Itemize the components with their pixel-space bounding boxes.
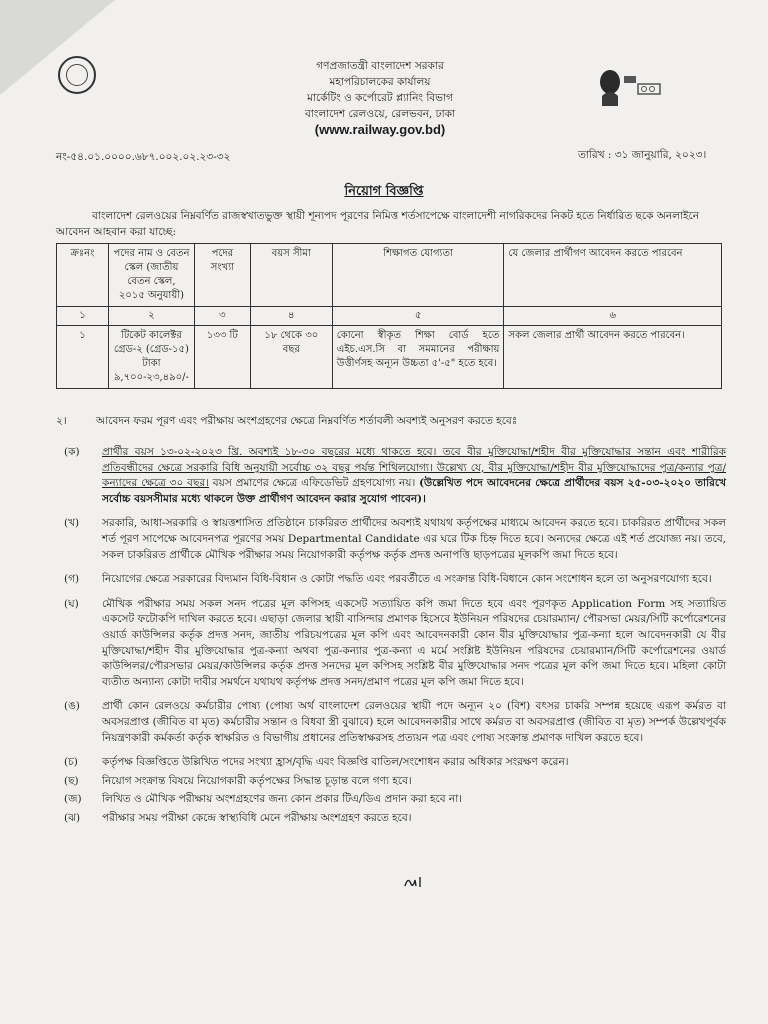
condition-label: (গ) bbox=[64, 573, 80, 586]
column-number: ৫ bbox=[332, 307, 504, 326]
condition-item bbox=[56, 516, 726, 563]
condition-item bbox=[56, 811, 726, 827]
condition-item bbox=[56, 774, 726, 790]
condition-label: (খ) bbox=[64, 517, 80, 530]
column-number: ৪ bbox=[250, 307, 332, 326]
mujib-borsho-logo-icon bbox=[594, 62, 666, 110]
header-line-department: মার্কেটিং ও কর্পোরেট প্ল্যানিং বিভাগ bbox=[307, 92, 453, 104]
seal-inner-ring bbox=[66, 64, 88, 86]
memo-number: নং-৫৪.০১.০০০০.৬৮৭.০০২.০২.২৩-৩২ bbox=[56, 151, 231, 163]
condition-text: নিয়োগের ক্ষেত্রে সরকারের বিদ্যমান বিধি-বিধান ও কোটা পদ্ধতি এবং পরবর্তীতে এ সংক্রান্ত বিধি-বিধানে কোন সংশোধন হলে তা অনুসরণযোগ্য হবে। bbox=[102, 573, 712, 586]
condition-label: (ক) bbox=[64, 446, 80, 458]
condition-label: (চ) bbox=[64, 756, 78, 769]
handwritten-signature-icon bbox=[402, 872, 428, 890]
column-number: ৩ bbox=[194, 307, 250, 326]
table-header: ক্রঃনং bbox=[57, 244, 109, 307]
table-column-number-row bbox=[57, 307, 722, 326]
column-number: ৬ bbox=[504, 307, 722, 326]
condition-item bbox=[56, 792, 726, 808]
condition-label: (জ) bbox=[64, 793, 82, 806]
conditions-heading bbox=[56, 414, 726, 431]
condition-text bbox=[102, 445, 726, 507]
condition-text-plain: বয়স প্রমাণের ক্ষেত্রে এফিডেভিট গ্রহণযোগ্য নয়। bbox=[208, 477, 420, 490]
header-line-address: বাংলাদেশ রেলওয়ে, রেলভবন, ঢাকা bbox=[304, 108, 456, 120]
condition-label: (ছ) bbox=[64, 774, 79, 787]
page-fold-corner bbox=[0, 0, 115, 95]
condition-text: নিয়োগ সংক্রান্ত বিষয়ে নিয়োগকারী কর্তৃপক্ষের সিদ্ধান্ত চূড়ান্ত বলে গণ্য হবে। bbox=[102, 774, 412, 787]
condition-text: মৌখিক পরীক্ষার সময় সকল সনদ পত্রের মূল কপিসহ একসেট সত্যায়িত কপি জমা দিতে হবে এবং পূরণকৃত Application Form সহ সত্যায়িত একসেট ফটোকপি দাখিল করতে হবে। এছাড়া জেলার স্থায়ী বাসিন্দার প্রমাণক হিসেবে ইউনিয়ন পরিষদের চেয়ারম্যান/ পৌরসভা মেয়র/সিটি কর্পোরেশনের ওয়ার্ড কাউন্সিলর কর্তৃক প্রদত্ত সনদ, জাতীয় পরিচয়পত্রের মূল কপি এবং আবেদনকারী কোন বীর মুক্তিযোদ্ধার পুত্র-কন্যা হলে আবেদনকারী যে বীর মুক্তিযোদ্ধা/শহীদ বীর মুক্তিযোদ্ধার পুত্র-কন্যা অথবা পুত্র-কন্যার পুত্র-কন্যা এ মর্মে সংশ্লিষ্ট ইউনিয়ন পরিষদের চেয়ারম্যান/সিটি কর্পোরেশনের ওয়ার্ড কাউন্সিলর/পৌরসভার মেয়র/কাউন্সিলর কর্তৃক প্রদত্ত সনদের মূল কপিসহ সংশ্লিষ্ট বীর মুক্তিযোদ্ধার সনদ পত্রের মূল কপি জমা দিতে হবে। মহিলা কোটা ব্যতীত অন্যান্য কোটা দাবীর সমর্থনে যথাযথ কর্তৃপক্ষ প্রদত্ত সনদ/প্রমাণ পত্রের মূল কপি জমা দিতে হবে। bbox=[102, 597, 726, 688]
column-number: ১ bbox=[57, 307, 109, 326]
intro-paragraph: বাংলাদেশ রেলওয়ের নিম্নবর্ণিত রাজস্বখাতভুক্ত স্থায়ী শূন্যপদ পূরণের নিমিত্ত শর্তসাপেক্ষে বাংলাদেশী নাগরিকদের নিকট হতে নির্ধারিত ছকে অনলাইনে আবেদন আহবান করা যাচ্ছে: bbox=[56, 210, 699, 238]
notice-title: নিয়োগ বিজ্ঞপ্তি bbox=[344, 184, 424, 199]
conditions-section bbox=[56, 414, 726, 829]
condition-text-underlined: প্রার্থীর বয়স ১৩-০২-২০২৩ খ্রি. অবশ্যই ১৮-৩০ বছরের মধ্যে থাকতে হবে। তবে বীর মুক্তিযোদ্ধা/শহীদ বীর মুক্তিযোদ্ধার সন্তান এবং শারীরিক প্রতিবন্ধীদের ক্ষেত্রে সরকারি বিধি অনুযায়ী সর্বোচ্চ ৩২ বছর পর্যন্ত শিথিলযোগ্য। উল্লেখ্য যে, বীর মুক্তিযোদ্ধা/শহীদ বীর মুক্তিযোদ্ধাদের পুত্র/কন্যার পুত্র/কন্যাদের ক্ষেত্রে ৩০ বছর। bbox=[102, 446, 726, 490]
vacancy-table bbox=[56, 243, 722, 389]
row-age-limit: ১৮ থেকে ৩০ বছর bbox=[250, 326, 332, 389]
section-title: আবেদন ফরম পূরণ এবং পরীক্ষায় অংশগ্রহণের ক্ষেত্রে নিম্নবর্ণিত শর্তাবলী অবশ্যই অনুসরণ করতে হবেঃ bbox=[96, 415, 518, 427]
condition-item bbox=[56, 597, 726, 691]
table-header: যে জেলার প্রার্থীগণ আবেদন করতে পারবেন bbox=[504, 244, 722, 307]
row-qualification: কোনো স্বীকৃত শিক্ষা বোর্ড হতে এইচ.এস.সি বা সমমানের পরীক্ষায় উত্তীর্ণসহ অন্যূন উচ্চতা ৫'-৫" হতে হবে। bbox=[332, 326, 504, 389]
table-header: বয়স সীমা bbox=[250, 244, 332, 307]
row-districts: সকল জেলার প্রার্থী আবেদন করতে পারবেন। bbox=[504, 326, 722, 389]
condition-label: (ঙ) bbox=[64, 700, 80, 713]
header-line-government: গণপ্রজাতন্ত্রী বাংলাদেশ সরকার bbox=[316, 60, 444, 72]
section-number: ২। bbox=[56, 415, 67, 427]
header-line-office: মহাপরিচালকের কার্যালয় bbox=[329, 76, 431, 88]
table-header: পদের সংখ্যা bbox=[194, 244, 250, 307]
row-serial: ১ bbox=[57, 326, 109, 389]
condition-text: পরীক্ষার সময় পরীক্ষা কেন্দ্রে স্বাস্থ্যবিধি মেনে পরীক্ষায় অংশগ্রহণ করতে হবে। bbox=[102, 811, 412, 824]
row-post-name: টিকেট কালেক্টর গ্রেড-২ (গ্রেড-১৫) টাকা ৯,৭০০-২৩,৪৯০/- bbox=[108, 326, 194, 389]
condition-item bbox=[56, 445, 726, 507]
railway-seal-icon bbox=[58, 56, 96, 94]
condition-item bbox=[56, 755, 726, 771]
condition-item bbox=[56, 699, 726, 746]
column-number: ২ bbox=[108, 307, 194, 326]
condition-label: (ঝ) bbox=[64, 811, 81, 824]
row-post-count: ১৩৩ টি bbox=[194, 326, 250, 389]
table-row bbox=[57, 326, 722, 389]
condition-text: লিখিত ও মৌখিক পরীক্ষায় অংশগ্রহণের জন্য কোন প্রকার টিএ/ডিএ প্রদান করা হবে না। bbox=[102, 793, 462, 806]
memo-date: তারিখ : ৩১ জানুয়ারি, ২০২৩। bbox=[578, 149, 707, 161]
condition-text-bold: (উল্লেখিত পদে আবেদনের ক্ষেত্রে প্রার্থীদের বয়স ২৫-০৩-২০২০ তারিখে সর্বোচ্চ বয়সসীমার মধ্যে থাকলে উক্ত প্রার্থীগণ আবেদন করার সুযোগ পাবেন)। bbox=[102, 477, 726, 505]
letterhead bbox=[230, 58, 530, 138]
table-header-row bbox=[57, 244, 722, 307]
condition-label: (ঘ) bbox=[64, 597, 79, 610]
condition-text: কর্তৃপক্ষ বিজ্ঞপ্তিতে উল্লিখিত পদের সংখ্যা হ্রাস/বৃদ্ধি এবং বিজ্ঞপ্তি বাতিল/সংশোধন করার অধিকার সংরক্ষণ করেন। bbox=[102, 756, 569, 769]
table-header: পদের নাম ও বেতন স্কেল (জাতীয় বেতন স্কেল, ২০১৫ অনুযায়ী) bbox=[108, 244, 194, 307]
table-header: শিক্ষাগত যোগ্যতা bbox=[332, 244, 504, 307]
condition-item bbox=[56, 572, 726, 588]
condition-text: প্রার্থী কোন রেলওয়ে কর্মচারীর পোষ্য (পোষ্য অর্থ বাংলাদেশ রেলওয়ের স্থায়ী পদে অন্যূন ২০ (বিশ) বৎসর চাকরি সম্পন্ন হয়েছে এরূপ কর্মরত বা অবসরপ্রাপ্ত (জীবিত বা মৃত) কর্মচারীর সন্তান ও বিধবা স্ত্রী বুঝাবে) হলে আবেদনকারীর সাথে কর্মরত বা অবসরপ্রাপ্ত (জীবিত বা মৃত) সম্পর্ক উল্লেখপূর্বক নিয়ন্ত্রণকারী কর্মকর্তা কর্তৃক স্বাক্ষরিত ও বিভাগীয় প্রধানের প্রতিস্বাক্ষরসহ প্রত্যয়ন পত্র এবং পোষ্য সংক্রান্ত প্রমাণক দাখিল করতে হবে। bbox=[102, 700, 726, 744]
header-website[interactable]: (www.railway.gov.bd) bbox=[314, 122, 446, 137]
condition-text: সরকারি, আধা-সরকারি ও স্বায়ত্তশাসিত প্রতিষ্ঠানে চাকরিরত প্রার্থীদের অবশ্যই যথাযথ কর্তৃপক্ষের মাধ্যমে আবেদন করতে হবে। চাকরিরত প্রার্থীদের সকল শর্ত পূরণ সাপেক্ষে আবেদনপত্র পূরণের সময় Departmental Candidate এর ঘরে টিক চিহ্ন দিতে হবে। অন্যদের ক্ষেত্রে এই শর্ত প্রযোজ্য নয়। তবে, সকল চাকরিরত প্রার্থীকে মৌখিক পরীক্ষার সময় নিয়োগকারী কর্তৃপক্ষ কর্তৃক প্রদত্ত অনাপত্তি ছাড়পত্রের মূলকপি জমা দিতে হবে। bbox=[102, 517, 726, 561]
